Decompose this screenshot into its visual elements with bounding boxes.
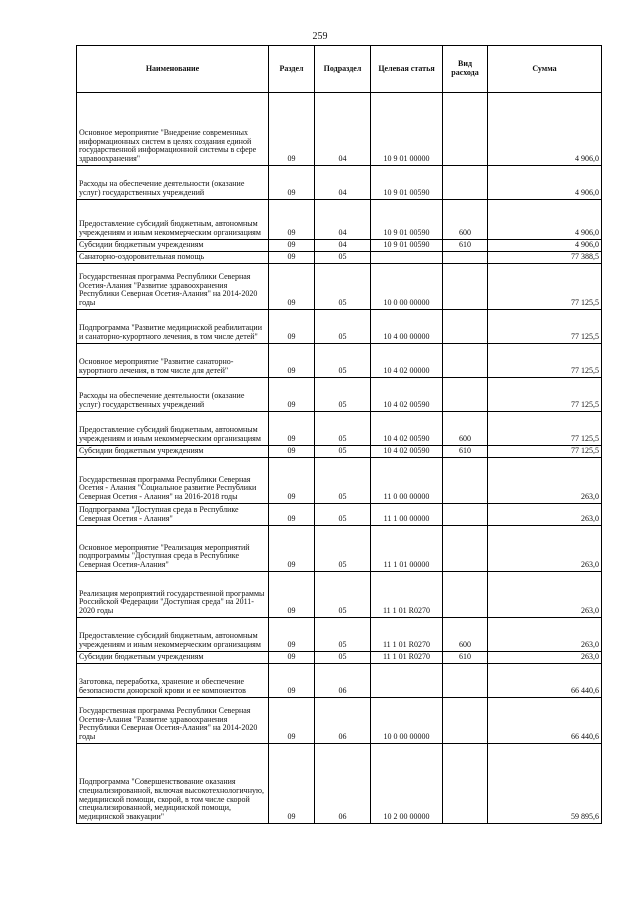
- table-header-row: [77, 46, 602, 93]
- table-row: [77, 252, 602, 264]
- cell-name: Подпрограмма "Развитие медицинской реабилитации и санаторно-курортного лечения, в том числе детей": [77, 310, 269, 344]
- cell-podrazdel: 05: [315, 526, 371, 572]
- cell-vid: [443, 166, 488, 200]
- cell-name: Субсидии бюджетным учреждениям: [77, 446, 269, 458]
- cell-celevaya: 11 1 01 R0270: [371, 618, 443, 652]
- table-row: [77, 458, 602, 504]
- cell-razdel: 09: [269, 526, 315, 572]
- cell-summa: 263,0: [488, 504, 602, 526]
- cell-name: Заготовка, переработка, хранение и обеспечение безопасности донорской крови и ее компонентов: [77, 664, 269, 698]
- table-row: [77, 240, 602, 252]
- cell-podrazdel: 06: [315, 698, 371, 744]
- cell-celevaya: 11 0 00 00000: [371, 458, 443, 504]
- header-name: Наименование: [77, 46, 269, 93]
- budget-table: [76, 45, 602, 824]
- header-summa: Сумма: [488, 46, 602, 93]
- cell-celevaya: 10 0 00 00000: [371, 264, 443, 310]
- cell-vid: 610: [443, 446, 488, 458]
- cell-name: Предоставление субсидий бюджетным, автономным учреждениям и иным некоммерческим организациям: [77, 618, 269, 652]
- cell-razdel: 09: [269, 458, 315, 504]
- cell-name: Основное мероприятие "Реализация мероприятий подпрограммы "Доступная среда в Республике Северная Осетия-Алания": [77, 526, 269, 572]
- table-row: [77, 264, 602, 310]
- cell-celevaya: 10 9 01 00000: [371, 93, 443, 166]
- cell-summa: 4 906,0: [488, 93, 602, 166]
- cell-name: Государственная программа Республики Северная Осетия-Алания "Развитие здравоохранения Республики Северная Осетия-Алания" на 2014-2020 годы: [77, 264, 269, 310]
- cell-name: Основное мероприятие "Развитие санаторно-курортного лечения, в том числе для детей": [77, 344, 269, 378]
- cell-podrazdel: 05: [315, 618, 371, 652]
- table-row: [77, 200, 602, 240]
- cell-vid: [443, 526, 488, 572]
- table-row: [77, 446, 602, 458]
- table-row: [77, 344, 602, 378]
- cell-razdel: 09: [269, 344, 315, 378]
- cell-podrazdel: 05: [315, 458, 371, 504]
- header-razdel: Раздел: [269, 46, 315, 93]
- cell-razdel: 09: [269, 252, 315, 264]
- cell-razdel: 09: [269, 698, 315, 744]
- cell-podrazdel: 05: [315, 572, 371, 618]
- cell-podrazdel: 04: [315, 166, 371, 200]
- cell-vid: [443, 504, 488, 526]
- cell-celevaya: [371, 664, 443, 698]
- cell-name: Субсидии бюджетным учреждениям: [77, 652, 269, 664]
- header-celevaya: Целевая статья: [371, 46, 443, 93]
- table-row: [77, 310, 602, 344]
- cell-name: Реализация мероприятий государственной программы Российской Федерации "Доступная среда" на 2011-2020 годы: [77, 572, 269, 618]
- cell-name: Санаторно-оздоровительная помощь: [77, 252, 269, 264]
- cell-podrazdel: 05: [315, 252, 371, 264]
- cell-vid: [443, 458, 488, 504]
- cell-summa: 66 440,6: [488, 664, 602, 698]
- header-podrazdel: Подраздел: [315, 46, 371, 93]
- cell-vid: 610: [443, 240, 488, 252]
- cell-summa: 77 125,5: [488, 446, 602, 458]
- cell-vid: [443, 572, 488, 618]
- cell-celevaya: 11 1 01 R0270: [371, 572, 443, 618]
- cell-razdel: 09: [269, 744, 315, 824]
- cell-summa: 77 125,5: [488, 344, 602, 378]
- cell-podrazdel: 05: [315, 264, 371, 310]
- cell-podrazdel: 05: [315, 344, 371, 378]
- table-row: [77, 93, 602, 166]
- cell-razdel: 09: [269, 618, 315, 652]
- cell-podrazdel: 05: [315, 378, 371, 412]
- cell-vid: [443, 264, 488, 310]
- table-row: [77, 378, 602, 412]
- cell-summa: 4 906,0: [488, 240, 602, 252]
- cell-celevaya: 10 2 00 00000: [371, 744, 443, 824]
- cell-podrazdel: 04: [315, 240, 371, 252]
- cell-celevaya: 10 4 02 00590: [371, 412, 443, 446]
- table-row: [77, 504, 602, 526]
- cell-summa: 77 388,5: [488, 252, 602, 264]
- cell-celevaya: [371, 252, 443, 264]
- cell-razdel: 09: [269, 93, 315, 166]
- cell-name: Основное мероприятие "Внедрение современных информационных систем в целях создания единой государственной информационной системы в сфере здравоохранения": [77, 93, 269, 166]
- cell-summa: 263,0: [488, 618, 602, 652]
- cell-razdel: 09: [269, 504, 315, 526]
- cell-podrazdel: 05: [315, 652, 371, 664]
- cell-celevaya: 11 1 01 R0270: [371, 652, 443, 664]
- cell-summa: 77 125,5: [488, 412, 602, 446]
- cell-celevaya: 10 9 01 00590: [371, 200, 443, 240]
- cell-podrazdel: 06: [315, 664, 371, 698]
- cell-razdel: 09: [269, 652, 315, 664]
- cell-celevaya: 10 4 02 00590: [371, 378, 443, 412]
- cell-summa: 59 895,6: [488, 744, 602, 824]
- cell-vid: 600: [443, 412, 488, 446]
- table-row: [77, 618, 602, 652]
- cell-vid: [443, 344, 488, 378]
- cell-celevaya: 10 9 01 00590: [371, 240, 443, 252]
- cell-name: Предоставление субсидий бюджетным, автономным учреждениям и иным некоммерческим организациям: [77, 200, 269, 240]
- cell-vid: 610: [443, 652, 488, 664]
- cell-name: Подпрограмма "Совершенствование оказания специализированной, включая высокотехнологичную, медицинской помощи, скорой, в том числе скорой специализированной, медицинской помощи, медицинской эвакуации": [77, 744, 269, 824]
- cell-summa: 263,0: [488, 458, 602, 504]
- cell-summa: 77 125,5: [488, 378, 602, 412]
- cell-summa: 263,0: [488, 526, 602, 572]
- cell-summa: 66 440,6: [488, 698, 602, 744]
- cell-celevaya: 10 4 00 00000: [371, 310, 443, 344]
- cell-name: Субсидии бюджетным учреждениям: [77, 240, 269, 252]
- cell-vid: [443, 93, 488, 166]
- cell-summa: 263,0: [488, 572, 602, 618]
- cell-vid: [443, 664, 488, 698]
- cell-podrazdel: 05: [315, 310, 371, 344]
- cell-podrazdel: 04: [315, 200, 371, 240]
- table-row: [77, 664, 602, 698]
- cell-name: Предоставление субсидий бюджетным, автономным учреждениям и иным некоммерческим организациям: [77, 412, 269, 446]
- cell-razdel: 09: [269, 240, 315, 252]
- page-number: 259: [312, 31, 328, 42]
- table-row: [77, 572, 602, 618]
- cell-name: Расходы на обеспечение деятельности (оказание услуг) государственных учреждений: [77, 378, 269, 412]
- cell-celevaya: 10 9 01 00590: [371, 166, 443, 200]
- cell-summa: 4 906,0: [488, 166, 602, 200]
- cell-name: Государственная программа Республики Северная Осетия - Алания "Социальное развитие Республики Северная Осетия - Алания" на 2016-2018 годы: [77, 458, 269, 504]
- cell-name: Расходы на обеспечение деятельности (оказание услуг) государственных учреждений: [77, 166, 269, 200]
- cell-podrazdel: 05: [315, 446, 371, 458]
- cell-vid: [443, 252, 488, 264]
- cell-podrazdel: 05: [315, 504, 371, 526]
- table-body: [77, 93, 602, 824]
- cell-vid: [443, 310, 488, 344]
- cell-vid: 600: [443, 618, 488, 652]
- cell-summa: 263,0: [488, 652, 602, 664]
- header-vid: Вид расхода: [443, 46, 488, 93]
- cell-razdel: 09: [269, 664, 315, 698]
- cell-celevaya: 10 4 02 00590: [371, 446, 443, 458]
- cell-celevaya: 10 4 02 00000: [371, 344, 443, 378]
- cell-name: Подпрограмма "Доступная среда в Республике Северная Осетия - Алания": [77, 504, 269, 526]
- table-row: [77, 698, 602, 744]
- cell-name: Государственная программа Республики Северная Осетия-Алания "Развитие здравоохранения Республики Северная Осетия-Алания" на 2014-2020 годы: [77, 698, 269, 744]
- cell-razdel: 09: [269, 200, 315, 240]
- cell-summa: 4 906,0: [488, 200, 602, 240]
- cell-razdel: 09: [269, 412, 315, 446]
- cell-vid: [443, 698, 488, 744]
- cell-celevaya: 10 0 00 00000: [371, 698, 443, 744]
- cell-celevaya: 11 1 00 00000: [371, 504, 443, 526]
- cell-celevaya: 11 1 01 00000: [371, 526, 443, 572]
- cell-podrazdel: 05: [315, 412, 371, 446]
- table-row: [77, 166, 602, 200]
- cell-vid: [443, 744, 488, 824]
- cell-podrazdel: 06: [315, 744, 371, 824]
- cell-razdel: 09: [269, 310, 315, 344]
- cell-razdel: 09: [269, 378, 315, 412]
- cell-vid: [443, 378, 488, 412]
- cell-vid: 600: [443, 200, 488, 240]
- cell-razdel: 09: [269, 166, 315, 200]
- cell-summa: 77 125,5: [488, 264, 602, 310]
- table-row: [77, 526, 602, 572]
- cell-razdel: 09: [269, 264, 315, 310]
- cell-summa: 77 125,5: [488, 310, 602, 344]
- table-row: [77, 744, 602, 824]
- cell-razdel: 09: [269, 572, 315, 618]
- table-row: [77, 652, 602, 664]
- table-row: [77, 412, 602, 446]
- cell-podrazdel: 04: [315, 93, 371, 166]
- cell-razdel: 09: [269, 446, 315, 458]
